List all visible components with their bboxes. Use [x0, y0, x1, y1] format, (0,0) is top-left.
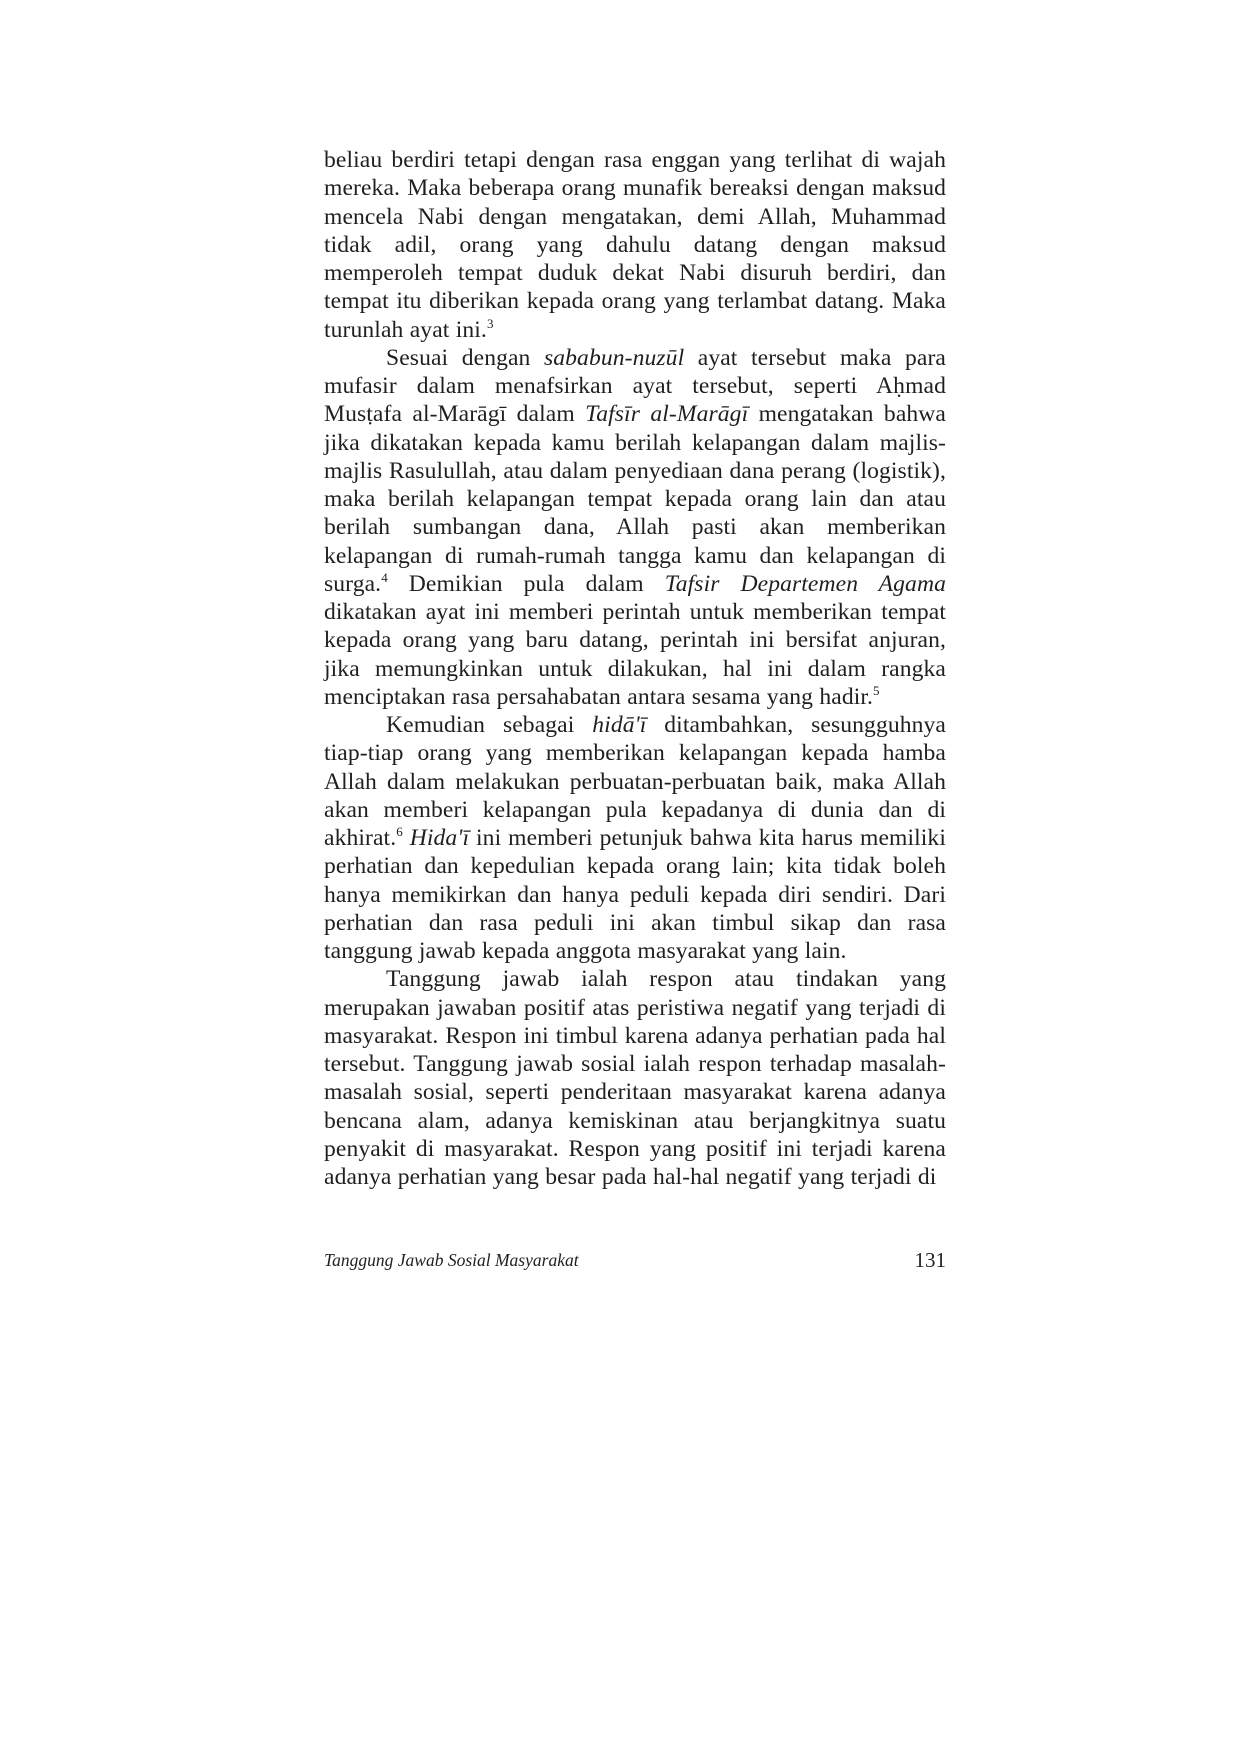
text-run: Tanggung jawab ialah respon atau tindakan yang merupakan jawaban positif atas peristiwa negatif yang terjadi di masyarakat. Respon ini timbul karena adanya perhatian pada hal tersebut. Tanggung jawab sosial ialah respon terhadap masalah-masalah sosial, seperti penderitaan masyarakat karena adanya bencana alam, adanya kemiskinan atau berjangkitnya suatu penyakit di masyarakat. Respon yang positif ini terjadi karena adanya perhatian yang besar pada hal-hal negatif yang terjadi di — [324, 966, 946, 1190]
italic-term: hidā'ī — [592, 712, 647, 738]
italic-term: Tafsīr al-Marāgī — [585, 401, 749, 428]
body-text — [324, 146, 946, 1191]
paragraph — [324, 711, 946, 965]
footnote-marker: 5 — [873, 682, 880, 698]
text-run: mengatakan bahwa jika dikatakan kepada kamu berilah kelapangan dalam majlis-majlis Rasulullah, atau dalam penyediaan dana perang (logistik), maka berilah kelapangan tempat kepada orang lain dan atau berilah sumbangan dana, Allah pasti akan memberikan kelapangan di rumah-rumah tangga kamu dan kelapangan di surga. — [324, 401, 947, 597]
paragraph — [324, 344, 946, 711]
italic-term: Tafsir Departemen Agama — [664, 570, 946, 597]
text-run — [403, 825, 410, 851]
italic-term: Hida'ī — [409, 825, 470, 851]
footnote-marker: 6 — [396, 824, 403, 839]
footnote-marker: 4 — [381, 569, 388, 585]
page-footer — [324, 1248, 946, 1278]
text-run: ini memberi petunjuk bahwa kita harus memiliki perhatian dan kepedulian kepada orang lain; kita tidak boleh hanya memikirkan dan hanya peduli kepada diri sendiri. Dari perhatian dan rasa peduli ini akan timbul sikap dan rasa tanggung jawab kepada anggota masyarakat yang lain. — [324, 825, 946, 964]
italic-term: sababun-nuzūl — [543, 344, 685, 371]
text-run: ditambahkan, sesungguhnya tiap-tiap orang yang memberikan kelapangan kepada hamba Allah dalam melakukan perbuatan-perbuatan baik, maka Allah akan memberi kelapangan pula kepadanya di dunia dan di akhirat. — [324, 712, 946, 851]
text-run: ayat tersebut maka para mufasir dalam menafsirkan ayat tersebut, seperti Aḥmad Musṭafa al-Marāgī dalam — [324, 344, 946, 428]
paragraph — [324, 146, 946, 344]
text-run: Demikian pula dalam — [387, 570, 665, 597]
text-run: Kemudian sebagai — [386, 712, 593, 738]
text-run: beliau berdiri tetapi dengan rasa enggan yang terlihat di wajah mereka. Maka beberapa orang munafik bereaksi dengan maksud mencela Nabi dengan mengatakan, demi Allah, Muhammad tidak adil, orang yang dahulu datang dengan maksud memperoleh tempat duduk dekat Nabi disuruh berdiri, dan tempat itu diberikan kepada orang yang terlambat datang. Maka turunlah ayat ini. — [324, 147, 946, 343]
page-number: 131 — [914, 1248, 946, 1272]
text-run: dikatakan ayat ini memberi perintah untuk memberikan tempat kepada orang yang baru datang, perintah ini bersifat anjuran, jika memungkinkan untuk dilakukan, hal ini dalam rangka menciptakan rasa persahabatan antara sesama yang hadir. — [324, 599, 946, 710]
text-run: Sesuai dengan — [386, 344, 544, 371]
paragraph — [324, 965, 946, 1191]
running-title: Tanggung Jawab Sosial Masyarakat — [324, 1250, 579, 1270]
footnote-marker: 3 — [486, 315, 494, 331]
